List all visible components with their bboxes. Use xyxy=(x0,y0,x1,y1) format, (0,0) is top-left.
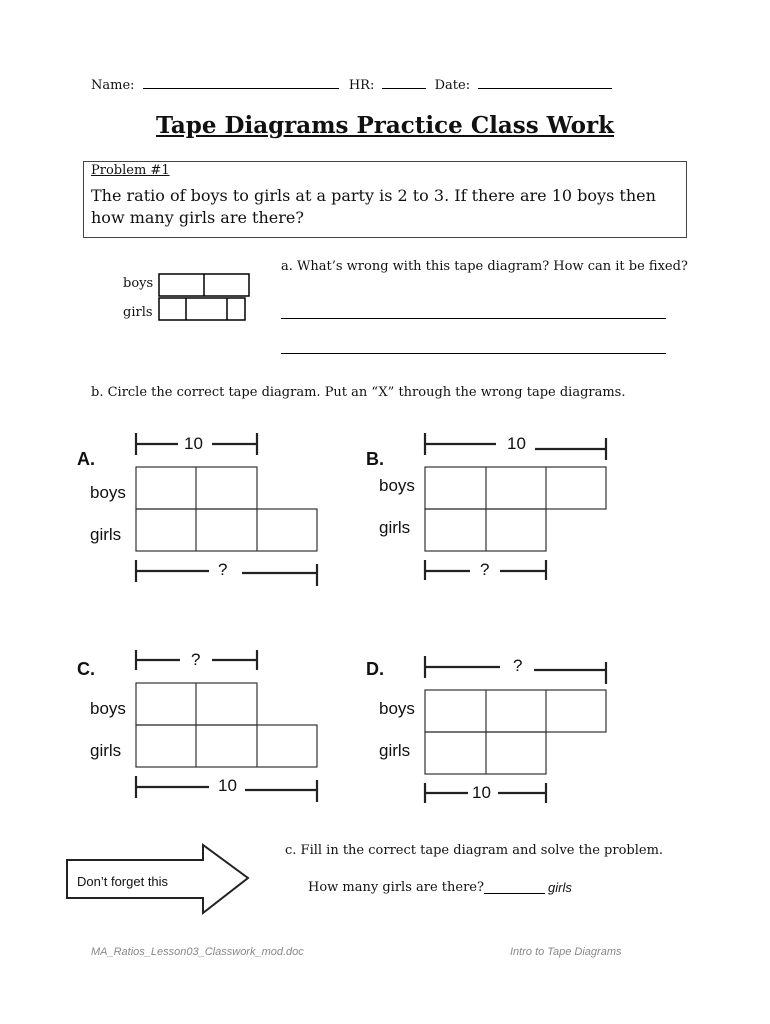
part-a-girls-label: girls xyxy=(123,305,153,320)
diagram-d-bottom-label: 10 xyxy=(472,783,491,802)
diagram-d-boys-tape xyxy=(425,690,606,732)
diagram-a-letter: A. xyxy=(77,449,95,469)
part-a-boys-label: boys xyxy=(123,276,154,291)
part-c-question: How many girls are there? xyxy=(308,880,484,895)
page-title: Tape Diagrams Practice Class Work xyxy=(155,112,615,139)
diagram-a-girls-label: girls xyxy=(90,525,122,544)
diagram-b-top-bracket xyxy=(425,433,606,460)
diagram-b-girls-label: girls xyxy=(379,518,411,537)
diagram-b-bottom-bracket xyxy=(425,560,546,580)
diagram-a-girls-tape xyxy=(136,509,317,551)
diagram-d-top-label: ? xyxy=(513,656,523,675)
part-c-instruction: c. Fill in the correct tape diagram and solve the problem. xyxy=(285,843,664,858)
girls-answer-field[interactable] xyxy=(484,893,545,894)
diagram-d-top-bracket xyxy=(425,656,606,684)
part-a-girls-tape xyxy=(159,298,245,320)
diagram-c-letter: C. xyxy=(77,659,95,679)
diagram-c-boys-label: boys xyxy=(90,699,126,718)
problem-text: The ratio of boys to girls at a party is 2 to 3. If there are 10 boys then how many girls are there? xyxy=(91,186,656,227)
diagram-a-boys-label: boys xyxy=(90,483,126,502)
diagram-b-boys-tape xyxy=(425,467,606,509)
name-label: Name: xyxy=(91,78,135,93)
girls-unit: girls xyxy=(548,880,572,895)
diagram-d-bottom-bracket xyxy=(425,783,546,803)
part-b-instruction: b. Circle the correct tape diagram. Put an “X” through the wrong tape diagrams. xyxy=(91,385,626,400)
diagram-b-top-label: 10 xyxy=(507,434,526,453)
part-a-question: a. What’s wrong with this tape diagram? How can it be fixed? xyxy=(281,259,688,274)
diagram-a-top-bracket xyxy=(136,433,257,455)
hr-label: HR: xyxy=(348,78,375,93)
diagram-c-top-bracket xyxy=(136,650,257,670)
diagram-a-bottom-bracket xyxy=(136,560,317,586)
diagram-c-top-label: ? xyxy=(191,650,201,669)
diagram-d-letter: D. xyxy=(366,659,384,679)
diagram-a-bottom-label: ? xyxy=(218,560,228,579)
diagram-d-girls-label: girls xyxy=(379,741,411,760)
footer-filename: MA_Ratios_Lesson03_Classwork_mod.doc xyxy=(91,946,304,958)
footer-title: Intro to Tape Diagrams xyxy=(510,946,622,958)
problem-label: Problem #1 xyxy=(91,163,170,178)
diagram-b-bottom-label: ? xyxy=(480,560,490,579)
diagram-c-bottom-label: 10 xyxy=(218,776,237,795)
diagram-a-top-label: 10 xyxy=(184,434,203,453)
diagram-c-bottom-bracket xyxy=(136,776,317,802)
diagram-b-letter: B. xyxy=(366,449,384,469)
diagram-b-boys-label: boys xyxy=(379,476,415,495)
date-label: Date: xyxy=(434,78,471,93)
arrow-text: Don’t forget this xyxy=(77,874,169,889)
diagram-d-boys-label: boys xyxy=(379,699,415,718)
diagram-c-girls-tape xyxy=(136,725,317,767)
diagram-c-girls-label: girls xyxy=(90,741,122,760)
